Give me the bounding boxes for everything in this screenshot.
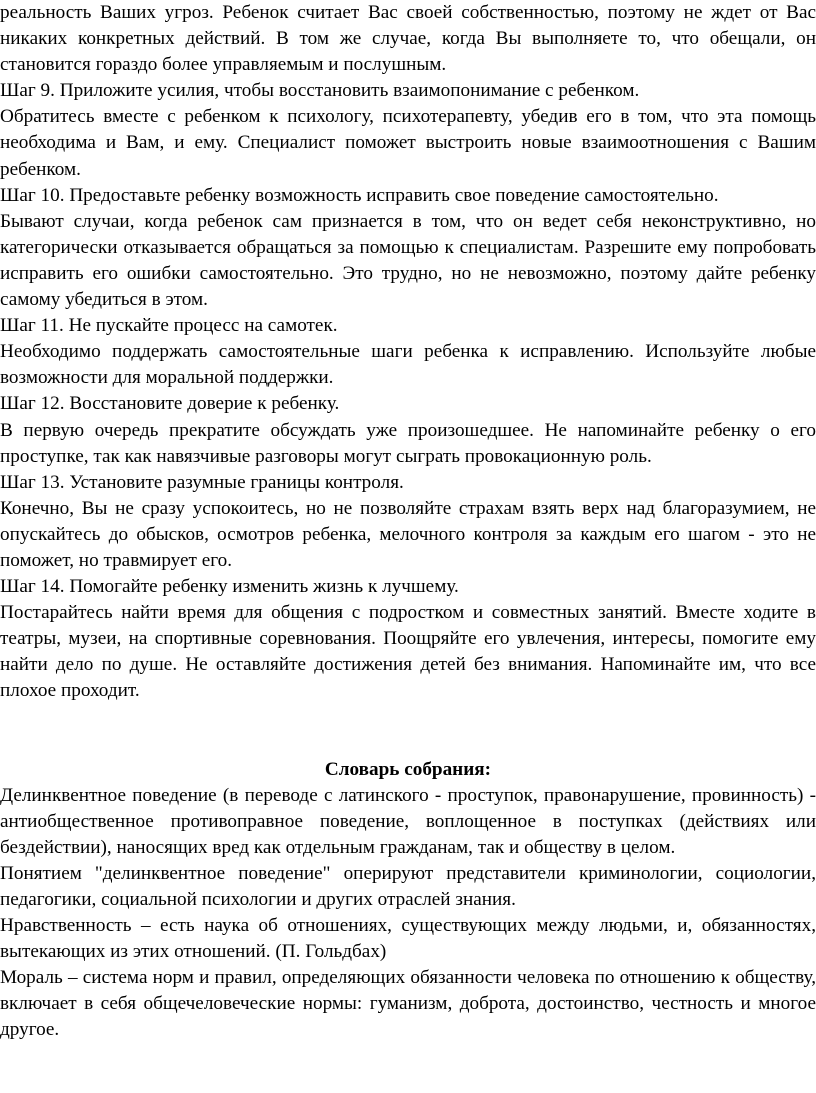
- step-14-heading: Шаг 14. Помогайте ребенку изменить жизнь к лучшему.: [0, 576, 459, 598]
- step-11-text: Необходимо поддержать самостоятельные шаги ребенка к исправлению. Используйте любые возможности для моральной поддержки.: [0, 341, 816, 389]
- glossary-delinquent-usage: Понятием "делинквентное поведение" оперируют представители криминологии, социологии, педагогики, социальной психологии и других отраслей знания.: [0, 862, 816, 910]
- step-9-text: Обратитесь вместе с ребенком к психологу, психотерапевту, убедив его в том, что эта помощь необходима и Вам, и ему. Специалист поможет выстроить новые взаимоотношения с Вашим ребенком.: [0, 106, 816, 180]
- spacer: [0, 731, 816, 757]
- step-13-text: Конечно, Вы не сразу успокоитесь, но не позволяйте страхам взять верх над благоразумием, не опускайтесь до обысков, осмотров ребенка, мелочного контроля за каждым его шагом - это не поможет, но травмирует его.: [0, 497, 816, 571]
- step-12-heading: Шаг 12. Восстановите доверие к ребенку.: [0, 393, 340, 415]
- step-14-text: Постарайтесь найти время для общения с подростком и совместных занятий. Вместе ходите в театры, музеи, на спортивные соревнования. Поощряйте его увлечения, интересы, помогите ему найти дело по душе. Не оставляйте достижения детей без внимания. Напоминайте им, что все плохое проходит.: [0, 602, 816, 702]
- step-9-heading: Шаг 9. Приложите усилия, чтобы восстановить взаимопонимание с ребенком.: [0, 80, 640, 102]
- step-11-heading: Шаг 11. Не пускайте процесс на самотек.: [0, 315, 338, 337]
- glossary-morality-science: Нравственность – есть наука об отношениях, существующих между людьми, и, обязанностях, вытекающих из этих отношений. (П. Гольдбах): [0, 915, 816, 963]
- step-10-heading: Шаг 10. Предоставьте ребенку возможность исправить свое поведение самостоятельно.: [0, 184, 719, 206]
- spacer: [0, 705, 816, 731]
- glossary-delinquent-behavior: Делинквентное поведение (в переводе с латинского - проступок, правонарушение, провинность) - антиобщественное противоправное поведение, воплощенное в поступках (действиях или бездействии), наносящих вред как отдельным гражданам, так и обществу в целом.: [0, 784, 816, 858]
- step-12-text: В первую очередь прекратите обсуждать уже произошедшее. Не напоминайте ребенку о его проступке, так как навязчивые разговоры могут сыграть провокационную роль.: [0, 419, 816, 467]
- glossary-heading: Словарь собрания:: [324, 758, 492, 780]
- paragraph-threats: реальность Ваших угроз. Ребенок считает Вас своей собственностью, поэтому не ждет от Вас никаких конкретных действий. В том же случае, когда Вы выполняете то, что обещали, он становится гораздо более управляемым и послушным.: [0, 2, 816, 76]
- glossary-moral-definition: Мораль – система норм и правил, определяющих обязанности человека по отношению к обществу, включает в себя общечеловеческие нормы: гуманизм, доброта, достоинство, честность и многое другое.: [0, 967, 816, 1041]
- step-10-text: Бывают случаи, когда ребенок сам признается в том, что он ведет себя неконструктивно, но категорически отказывается обращаться за помощью к специалистам. Разрешите ему попробовать исправить его ошибки самостоятельно. Это трудно, но не невозможно, поэтому дайте ребенку самому убедиться в этом.: [0, 210, 816, 311]
- step-13-heading: Шаг 13. Установите разумные границы контроля.: [0, 471, 404, 493]
